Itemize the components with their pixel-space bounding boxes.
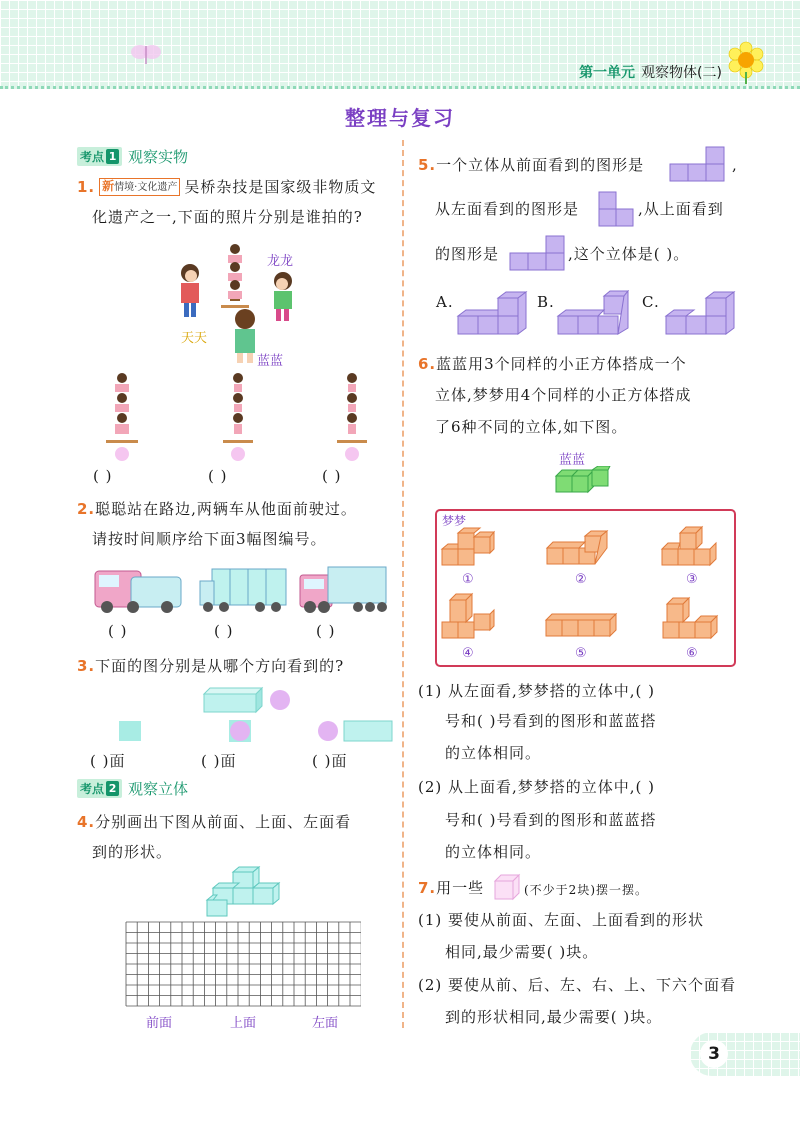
column-divider	[402, 140, 404, 1028]
unit-number: 第一单元	[579, 65, 636, 81]
solid-number-4: ④	[462, 646, 474, 661]
question-number: 1.	[77, 178, 96, 196]
section-number: 2	[106, 781, 119, 796]
option-a-solid[interactable]	[456, 290, 530, 338]
question-6-sub1-line-2: 号和( )号看到的图形和蓝蓝搭	[445, 712, 657, 730]
mengmeng-solid-1	[440, 527, 498, 569]
question-number: 5.	[418, 156, 437, 174]
view-figure-2	[228, 719, 252, 743]
mengmeng-solid-3	[660, 525, 722, 569]
name-lanlan: 蓝蓝	[257, 354, 284, 369]
question-4-line-1: 4.分别画出下图从前面、上面、左面看	[77, 813, 352, 831]
grid-label-left: 左面	[312, 1016, 339, 1031]
question-1-line-2: 化遗产之一,下面的照片分别是谁拍的?	[92, 208, 363, 226]
question-2-line-2: 请按时间顺序给下面3幅图编号。	[92, 530, 327, 548]
truck-picture-1	[93, 563, 185, 615]
question-6-sub1-line-3: 的立体相同。	[445, 744, 542, 762]
answer-blank[interactable]: ( )面	[90, 752, 126, 770]
answer-blank[interactable]: ( )	[93, 467, 113, 485]
solid-number-6: ⑥	[686, 646, 698, 661]
question-7-line-1b: (不少于2块)摆一摆。	[524, 883, 648, 897]
section-header-2	[77, 778, 188, 798]
question-number: 3.	[77, 657, 96, 675]
view-figure-1	[118, 720, 142, 742]
mengmeng-solid-6	[661, 594, 723, 642]
truck-picture-3	[298, 563, 390, 615]
answer-blank[interactable]: ( )	[322, 467, 342, 485]
question-6-sub2-line-3: 的立体相同。	[445, 843, 542, 861]
question-2-line-1: 2.聪聪站在路边,两辆车从他面前驶过。	[77, 500, 357, 518]
section-tag: 考点 1	[77, 147, 122, 166]
prism-and-sphere-figure	[200, 686, 295, 716]
mengmeng-solid-2	[545, 530, 615, 568]
question-5-line-3b: ,这个立体是( )。	[568, 245, 690, 263]
page-title: 整理与复习	[345, 106, 455, 130]
question-6-line-3: 了6种不同的立体,如下图。	[435, 418, 628, 436]
cube-stack-figure	[205, 866, 285, 918]
answer-blank[interactable]: ( )面	[312, 752, 348, 770]
answer-blank[interactable]: ( )	[316, 622, 336, 640]
left-view-figure	[597, 190, 637, 228]
solid-number-2: ②	[575, 572, 587, 587]
lanlan-cubes	[554, 466, 612, 496]
answer-blank[interactable]: ( )	[108, 622, 128, 640]
answer-blank[interactable]: ( )	[208, 467, 228, 485]
photo-option-3	[332, 372, 372, 462]
question-number: 4.	[77, 813, 96, 831]
question-6-line-1: 6.蓝蓝用3个同样的小正方体搭成一个	[418, 355, 687, 373]
question-6-sub2-line-1: (2) 从上面看,梦梦搭的立体中,( )	[418, 778, 656, 796]
front-view-figure	[668, 145, 728, 183]
option-b-solid[interactable]	[556, 290, 630, 338]
photo-option-2	[218, 372, 258, 462]
name-tiantian: 天天	[181, 331, 208, 346]
grid-label-front: 前面	[146, 1016, 173, 1031]
name-longlong: 龙龙	[267, 254, 294, 269]
small-cube-icon	[493, 873, 523, 901]
question-7-sub2-line-1: (2) 要使从前、后、左、右、上、下六个面看	[418, 976, 737, 994]
butterfly-icon	[128, 40, 168, 70]
section-number: 1	[106, 149, 119, 164]
section-header-1	[77, 146, 188, 166]
drawing-grid[interactable]	[125, 921, 361, 1007]
sunflower-icon	[726, 40, 766, 84]
comma: ,	[732, 156, 738, 174]
section-tag: 考点 2	[77, 779, 122, 798]
question-number: 6.	[418, 355, 437, 373]
answer-blank[interactable]: ( )	[214, 622, 234, 640]
question-1-line-1: 1. 新情境·文化遗产 吴桥杂技是国家级非物质文	[77, 178, 377, 196]
question-number: 2.	[77, 500, 96, 518]
unit-label	[579, 62, 722, 82]
question-number: 7.	[418, 879, 437, 897]
question-7-sub2-line-2: 到的形状相同,最少需要( )块。	[445, 1008, 663, 1026]
page-number: 3	[700, 1040, 728, 1068]
option-c-solid[interactable]	[664, 290, 738, 338]
question-6-sub1-line-1: (1) 从左面看,梦梦搭的立体中,( )	[418, 682, 656, 700]
question-6-sub2-line-2: 号和( )号看到的图形和蓝蓝搭	[445, 811, 657, 829]
solid-number-1: ①	[462, 572, 474, 587]
unit-title: 观察物体(二)	[641, 65, 722, 81]
mengmeng-solid-5	[544, 608, 618, 642]
mengmeng-solid-4	[440, 592, 498, 642]
option-a-label[interactable]: A.	[436, 293, 454, 311]
question-5-line-2b: ,从上面看到	[638, 200, 724, 218]
section-title: 观察实物	[128, 147, 189, 166]
question-6-line-2: 立体,梦梦用4个同样的小正方体搭成	[435, 386, 692, 404]
question-7-sub1-line-1: (1) 要使从前面、左面、上面看到的形状	[418, 911, 705, 929]
solid-number-5: ⑤	[575, 646, 587, 661]
view-figure-3	[316, 719, 396, 743]
option-c-label[interactable]: C.	[642, 293, 660, 311]
question-7-line-1: 7.用一些	[418, 879, 485, 897]
question-3-line-1: 3.下面的图分别是从哪个方向看到的?	[77, 657, 345, 675]
top-view-figure	[508, 234, 568, 272]
question-5-line-1: 5.一个立体从前面看到的图形是	[418, 156, 645, 174]
truck-picture-2	[198, 563, 290, 615]
photo-option-1	[100, 372, 144, 462]
grid-label-top: 上面	[230, 1016, 257, 1031]
question-5-line-3a: 的图形是	[435, 245, 500, 263]
new-context-badge: 新情境·文化遗产	[99, 178, 180, 196]
section-title: 观察立体	[128, 779, 189, 798]
mengmeng-label: 梦梦	[442, 514, 467, 528]
question-5-line-2a: 从左面看到的图形是	[435, 200, 580, 218]
question-4-line-2: 到的形状。	[92, 843, 173, 861]
answer-blank[interactable]: ( )面	[201, 752, 237, 770]
solid-number-3: ③	[686, 572, 698, 587]
lanlan-label: 蓝蓝	[559, 453, 586, 468]
question-7-sub1-line-2: 相同,最少需要( )块。	[445, 943, 599, 961]
option-b-label[interactable]: B.	[537, 293, 555, 311]
